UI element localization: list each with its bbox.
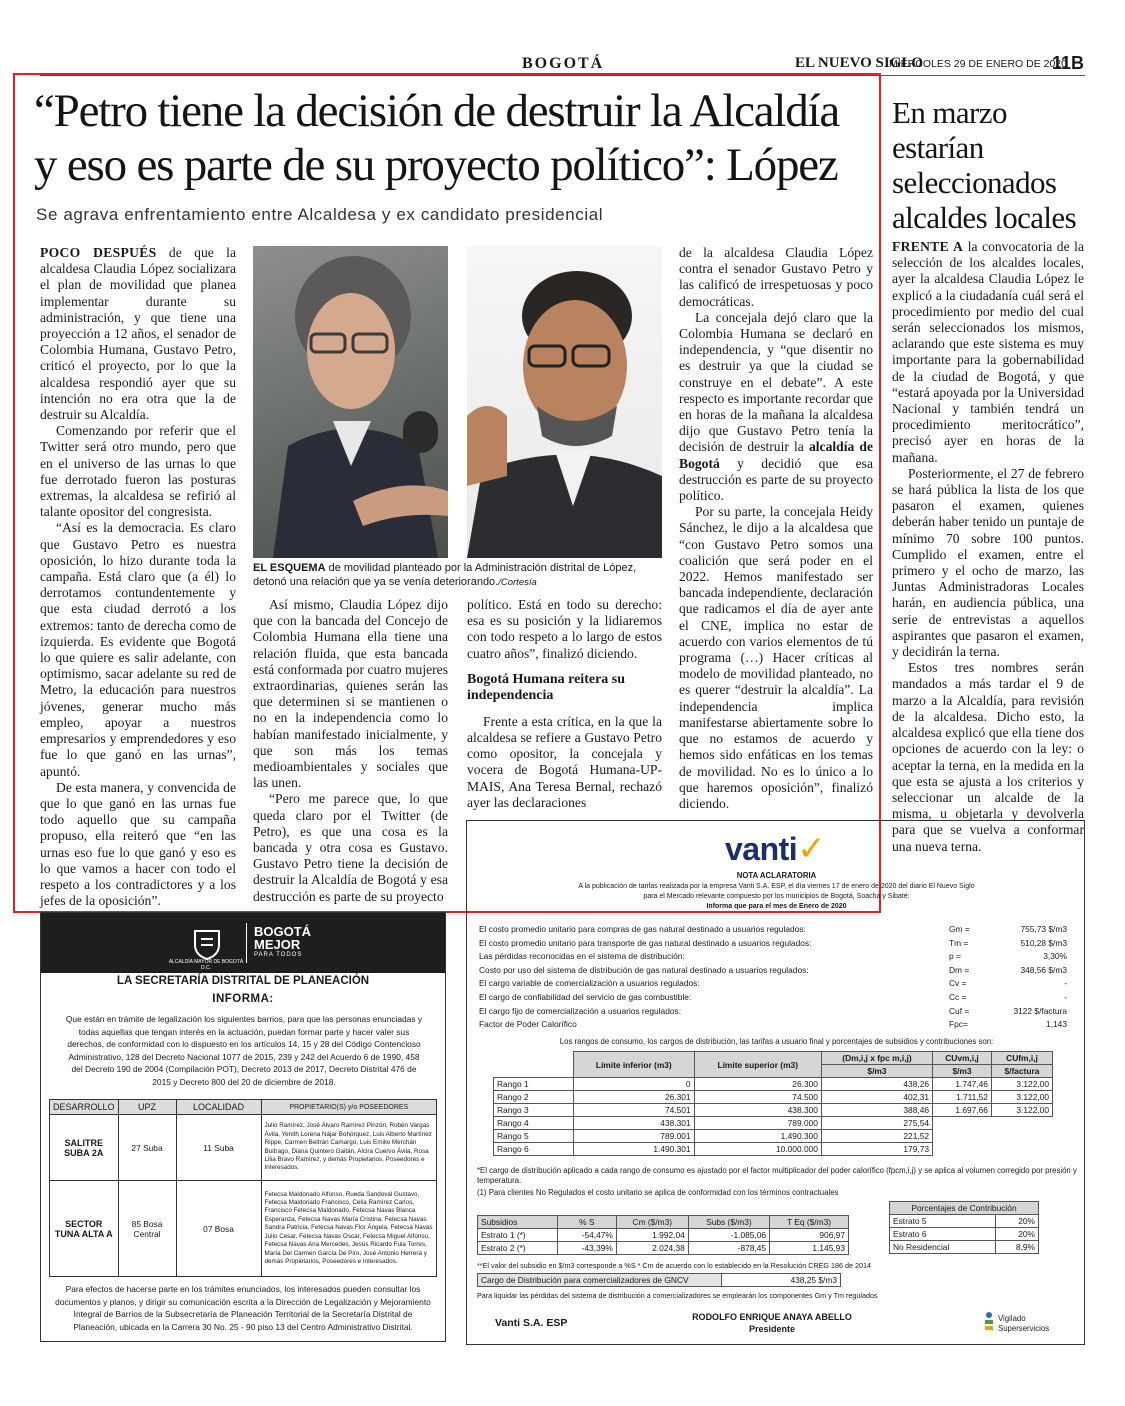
article-paragraph: político. Está en todo su derecho: esa es su posición y la lidiaremos con todo respeto a lo largo de estos cuatro años”, finalizó diciendo. (467, 597, 662, 661)
article-paragraph: de la alcaldesa Claudia López contra el senador Gustavo Petro y las calificó de irrespetuosas y poco democráticas. (679, 245, 873, 309)
contributions-table: Porcentajes de Contribución Estrato 5 20% Estrato 6 20% No Residencial 8,9% (889, 1201, 1039, 1254)
ranges-table: Límite inferior (m3) Límite superior (m3) (Dm,i,j x fpc m,i,j) CUvm,i,j CUfm,i,j $/m3 $/m3 $/factura Rango 1 0 26.300 438,26 1.747,46 3.122,00 Rango 2 26.301 74.500 402,31 1.711,52 3.122,00 Rango 3 74.501 438.300 388,46 1.697,66 3.122,00 Rango 4 438.301 789.000 275,54 Rango 5 789.001 1.490.300 221,52 Rango 6 1.490.301 10.000.000 179,73 (493, 1051, 1053, 1156)
rate-row (479, 1006, 1079, 1020)
para-todos-text: PARA TODOS (254, 952, 303, 958)
page-number: 11B (1052, 53, 1085, 73)
legalizacion-table (49, 1099, 437, 1277)
article-paragraph: Así mismo, Claudia López dijo que con la bancada del Concejo de Colombia Humana ella tiene una relación fluida, que esta bancada está conformada por cuatro mujeres extraordinarias, quienes serán las que determinen si se mantienen o no en la independencia como lo habían manifestado inicialmente, y que son más los temas medioambientales y sociales que las unen. (253, 597, 448, 791)
planeacion-intro: Que están en trámite de legalización los siguientes barrios, para que las personas enunciadas y todas aquellas que tengan interés en la actuación, puedan formar parte y hacer valer sus derechos, de conformidad con lo dispuesto en los artículos 14, 15 y 28 del Código Contencioso Administrativo, 128 del Decreto Nacional 1077 de 2015, 239 y 242 del Acuerdo 6 de 1990, 458 del Decreto 190 de 2004 (Compilación POT), Decreto 2013 de 2017, Decreto Distrital 476 de 2015 y Decreto 800 del 20 de diciembre de 2018. (65, 1014, 423, 1087)
vanti-ad (466, 820, 1085, 1345)
main-headline-line2: y eso es parte de su proyecto político”: López (34, 139, 838, 191)
vanti-signer: RODOLFO ENRIQUE ANAYA ABELLO (692, 1312, 852, 1322)
table-row: SALITRE SUBA 2A 27 Suba 11 Suba Julio Ramírez, José Álvaro Ramírez Pinzón, Robén Vargas Ávila, Yenith Lorena Nájar Bohórquez, Luis Alberto Martínez Rippe, Carmen Beltrán Camargo, Luis Emilio Merchán Buitrago, Diana Quintero Gaitán, Alcira Cuervo Ávila, Rosa Lilia Bravo Ramírez, y demás Propietarios, Poseedores e Interesados. (50, 1115, 437, 1181)
rate-label: Las pérdidas reconocidas en el sistema de distribución: (479, 951, 685, 962)
issue-date: MIÉRCOLES 29 DE ENERO DE 2020 (889, 58, 1067, 70)
lead-caps: FRENTE A (892, 239, 964, 254)
rate-symbol: Fpc= (949, 1019, 968, 1030)
article-paragraph: Comenzando por referir que el Twitter será otro mundo, pero que en el universo de las urnas lo que fue derrotado fueron las posturas extremas, la alcaldesa se refirió al talante opositor del congresista. (40, 423, 236, 520)
table-row: SECTOR TUNA ALTA A 85 Bosa Central 07 Bosa Fetecsa Maldonado Alfonso, Rueda Sandoval Gustavo, Fetecsa Maldonado Francisco, Celia Ramírez Carlos, Francisco Fetecsa Maldonado, Fetecsa Navas Blanca Esperanza, Fetecsa Navas María Cristina, Fetecsa Navas Sandra Patricia, Fetecsa Navas Flor Ángela, Fetecsa Navas Julio Cesar, Fetecsa Navas Oscar, Fetecsa Miguel Alfonso, Fetecsa Navas Ana Mercedes, Jesús Ricardo Fula Torres, María Del Carmen García De Piro, José Antonio Herrera y demás Propietarios, Poseedores e Interesados. (50, 1181, 437, 1277)
vanti-intro-1: A la publicación de tarifas realizada por la empresa Vanti S.A. ESP, el día viernes 17 de enero de 2020 del diario El Nuevo Siglo (578, 883, 975, 890)
table-row: Rango 2 26.301 74.500 402,31 1.711,52 3.122,00 (494, 1091, 1053, 1104)
rate-label: El costo promedio unitario para transporte de gas natural destinado a usuarios regulados: (479, 937, 812, 948)
rate-symbol: Tm = (949, 937, 969, 948)
table-header-cell: UPZ (118, 1100, 176, 1115)
article-column-3 (467, 597, 662, 811)
rate-value: - (1064, 991, 1067, 1002)
table-row: Rango 3 74.501 438.300 388,46 1.697,66 3.122,00 (494, 1104, 1053, 1117)
rate-row (479, 924, 1079, 938)
rate-label: El cargo fijo de comercialización a usuarios regulados: (479, 1005, 682, 1016)
vanti-intro-3: Informa que para el mes de Enero de 2020 (706, 903, 847, 910)
rate-symbol: p = (949, 951, 961, 962)
table-row: Rango 6 1.490.301 10.000.000 179,73 (494, 1143, 1053, 1156)
person-silhouette-icon (253, 246, 448, 558)
planeacion-title: LA SECRETARÍA DISTRITAL DE PLANEACIÓN (116, 975, 370, 987)
vigilado-icon (982, 1311, 996, 1335)
table-header-cell: Límite superior (m3) (694, 1052, 821, 1078)
rate-symbol: Cuf = (949, 1005, 970, 1016)
planeacion-footer: Para efectos de hacerse parte en los trámites enunciados, los interesados pueden consultar los documentos y planos, y dirigir su comunicación escrita a la Dirección de Legalización y Mejoramiento Integral de Barrios de la Subsecretaría de Planeación Territorial de la Secretaría Distrital de Planeación, ubicada en la Carrera 30 No. 25 - 90 piso 13 del Centro Administrativo Distrital. (55, 1284, 431, 1332)
rate-label: El cargo de confiabilidad del servicio de gas combustible: (479, 991, 692, 1002)
rate-symbol: Dm = (949, 964, 970, 975)
rates-list (479, 924, 1079, 1033)
article-paragraph: POCO DESPUÉS de que la alcaldesa Claudia López socializara el plan de movilidad que planea implementar durante su administración, y que tiene una proyección a 12 años, el senador de Colombia Humana, Gustavo Petro, criticó el proyecto, por lo que la alcaldesa respondió ayer que su intención no era otra que la de destruir su Alcaldía. (40, 245, 236, 423)
planeacion-ad (40, 912, 446, 1342)
main-subheadline: Se agrava enfrentamiento entre Alcaldesa y ex candidato presidencial (36, 205, 604, 224)
check-icon: ✓ (797, 830, 826, 868)
photo-claudia-lopez (253, 246, 448, 558)
photo-credit: /Cortesía (498, 577, 537, 588)
rate-row (479, 938, 1079, 952)
vanti-company: Vanti S.A. ESP (495, 1317, 568, 1329)
alcaldia-text: ALCALDÍA MAYOR DE BOGOTÁ D.C. (168, 959, 244, 971)
article-paragraph: Por su parte, la concejala Heidy Sánchez, le dijo a la alcaldesa que “con Gustavo Petro somos una coalición que será poder en el 2022. Hemos manifestado ser bancada independiente, declaración que radicamos el día de ayer ante el CNE, implica no estar de acuerdo con varios elementos de tú programa (…) Hacer críticas al modelo de movilidad planteado, no es querer “destruir la alcaldía”. La independencia implica manifestarse abiertamente sobre lo que no estamos de acuerdo y hemos sido enfáticas en los temas de movilidad. No es lo único a lo que haremos oposición”, finalizó diciendo. (679, 504, 873, 811)
rate-symbol: Cv = (949, 978, 967, 989)
rate-row (479, 951, 1079, 965)
vanti-signer-role: Presidente (748, 1324, 796, 1334)
table-header-cell: LOCALIDAD (176, 1100, 261, 1115)
table-row: Estrato 6 20% (890, 1228, 1039, 1241)
table-header-cell: CUfm,i,j (991, 1052, 1052, 1065)
rate-value: 1,143 (1046, 1019, 1067, 1030)
table-row: No Residencial 8,9% (890, 1241, 1039, 1254)
rate-row (479, 965, 1079, 979)
article-paragraph: “Pero me parece que, lo que queda claro por el Twitter (de Petro), es que una cosa es la bancada y otra cosa es Gustavo. Gustavo Petro tiene la decisión de destruir la Alcaldía de Bogotá y esa destrucción es parte de su proyecto (253, 791, 448, 904)
vanti-note-4: Para liquidar las pérdidas del sistema de distribución a comercializadores se emplearán los componentes Gm y Tm regulados (477, 1291, 878, 1300)
subsidies-table: Subsidios % S Cm ($/m3) Subs ($/m3) T Eq ($/m3) Estrato 1 (*) -54,47% 1.992,04 -1.085,06 906,97 Estrato 2 (*) -43,39% 2.024,38 -878,45 1.145,93 (477, 1215, 849, 1255)
gnc-table: Cargo de Distribución para comercializadores de GNCV 438,25 $/m3 (477, 1273, 841, 1287)
article-column-4 (679, 245, 873, 812)
rate-label: El costo promedio unitario para compras de gas natural destinado a usuarios regulados: (479, 924, 806, 934)
article-paragraph: De esta manera, y convencida de que lo que ganó en las urnas fue todo aquello que su campaña propuso, ella reiteró que “en las urnas eso fue lo que ganó y eso es lo que vamos a hacer con todo el respeto a los contradictores y a los jefes de la oposición”. (40, 779, 236, 909)
rate-row (479, 992, 1079, 1006)
rate-label: Factor de Poder Calorífico (479, 1019, 577, 1030)
header-rule (40, 75, 1085, 76)
section-subhead: Bogotá Humana reitera su independencia (467, 671, 626, 703)
vanti-note-3: **El valor del subsidio en $/m3 corresponde a %S * Cm de acuerdo con lo establecido en la Resolución CREG 186 de 2014 (477, 1261, 871, 1270)
vanti-logo: vanti✓ (725, 830, 826, 868)
person-silhouette-icon (467, 246, 662, 558)
bogota-mejor-logo: BOGOTÁ MEJOR (254, 924, 312, 952)
table-row: Estrato 1 (*) -54,47% 1.992,04 -1.085,06 906,97 (478, 1229, 849, 1242)
main-headline-line1: “Petro tiene la decisión de destruir la Alcaldía (34, 85, 840, 137)
planeacion-banner (41, 913, 445, 973)
superservicios-label: Superservicios (998, 1324, 1050, 1333)
main-headline (34, 84, 884, 192)
article-paragraph: La concejala dejó claro que la Colombia Humana se declaró en independencia, y “que disentir no es destruir ya que la ciudad se construye en el debate”. A este respecto es importante recordar que en horas de la mañana la alcaldesa dijo que Gustavo Petro tenía la decisión de destruir la alcaldía de Bogotá y decidió que esa destrucción es parte de su proyecto político. (679, 309, 874, 504)
vanti-intro-2: para el Mercado relevante compuesto por los municipios de Bogotá, Soacha y Sibaté: (643, 893, 910, 900)
table-row: Estrato 5 20% (890, 1215, 1039, 1228)
table-row: Rango 5 789.001 1.490.300 221,52 (494, 1130, 1053, 1143)
photo-caption: EL ESQUEMA de movilidad planteado por la Administración distrital de López, detonó una relación que ya se venía deteriorando./Cortesía (253, 562, 637, 588)
article-paragraph: Posteriormente, el 27 de febrero se hará pública la lista de los que pasaron el examen, quienes deberán haber tenido un puntaje de mínimo 70 sobre 100 puntos. Cumplido el examen, entre el primero y el ocho de marzo, las Juntas Administradoras Locales harán, en audiencia pública, una serie de entrevistas a aquellos aspirantes que pasaron el examen, y decidirán la terna. (892, 465, 1084, 660)
article-paragraph: FRENTE A la convocatoria de la selección de los alcaldes locales, ayer la alcaldesa Claudia López le explicó a la ciudadanía cuál será el procedimiento por medio del cual serán seleccionados los mismos, aclarando que este sistema es muy importante para la gobernabilidad de la ciudad de Bogotá, y que “estará apoyada por la Universidad Nacional y también tendrá un procedimiento meritocrático”, precisó ayer en horas de la mañana. (892, 239, 1084, 465)
photo-gustavo-petro (467, 246, 662, 558)
article-paragraph: Estos tres nombres serán mandados a más tardar el 9 de marzo a la Alcaldía, para revisión de la alcaldesa. Dicho esto, la alcaldesa explicó que ella tiene dos opciones de acuerdo con la ley: o aceptar la terna, en la medida en la que esta se ajusta a los criterios y seleccionar un alcalde de la misma, u objetarla y devolverla para que se vuelva a conformar una nueva terna. (892, 660, 1084, 854)
ranges-intro: Los rangos de consumo, los cargos de distribución, las tarifas a usuario final y porcentajes de subsidios y contribuciones son: (559, 1037, 994, 1046)
table-row: Rango 1 0 26.300 438,26 1.747,46 3.122,00 (494, 1078, 1053, 1091)
article-paragraph: “Así es la democracia. Es claro que Gustavo Petro es nuestra oposición, lo hizo durante toda la campaña. Está claro que (a él) lo derrotamos contundentemente y que esta ciudad derrotó a los extremos: tanto de derecha como de izquierda. Es evidente que Bogotá lo que quiere es salir adelante, con optimismo, sacar adelante su red de Metro, la educación para nuestros jóvenes, generar mucho más empleo, apoyar a nuestros empresarios y emprendedores y eso fue lo que ganó en las urnas”, apuntó. (40, 520, 236, 779)
rate-symbol: Cc = (949, 991, 967, 1002)
section-label: BOGOTÁ (522, 55, 605, 72)
paper-name: EL NUEVO SIGLO (795, 55, 924, 71)
rate-value: - (1064, 978, 1067, 989)
rate-value: 3,30% (1043, 951, 1067, 962)
lead-caps: POCO DESPUÉS (40, 245, 157, 260)
rate-value: 348,56 $/m3 (1020, 964, 1067, 975)
side-headline: En marzo estarían seleccionados alcaldes locales (892, 95, 1077, 235)
table-header-cell: Límite inferior (m3) (574, 1052, 695, 1078)
rate-label: El cargo variable de comercialización a usuarios regulados: (479, 978, 700, 989)
table-header-cell: (Dm,i,j x fpc m,i,j) (821, 1052, 932, 1065)
table-header-row (50, 1100, 437, 1115)
rate-value: 755,73 $/m3 (1020, 924, 1067, 934)
side-article-body (892, 239, 1084, 855)
table-header-cell: DESARROLLO (50, 1100, 119, 1115)
table-row: Estrato 2 (*) -43,39% 2.024,38 -878,45 1.145,93 (478, 1242, 849, 1255)
table-row: Rango 4 438.301 789.000 275,54 (494, 1117, 1053, 1130)
article-column-1 (40, 245, 236, 909)
rate-symbol: Gm = (949, 924, 970, 934)
article-paragraph: Frente a esta crítica, en la que la alcaldesa se refiere a Gustavo Petro como opositor, la concejala y vocera de Bogotá Humana-UP-MAIS, Ana Teresa Bernal, rechazó ayer las declaraciones (467, 713, 662, 810)
table-header-cell: PROPIETARIO(S) y/o POSEEDORES (261, 1100, 436, 1115)
rate-row (479, 978, 1079, 992)
planeacion-subtitle: INFORMA: (212, 993, 274, 1005)
vanti-note-1: *El cargo de distribución aplicado a cada rango de consumo es ajustado por el factor multiplicador del poder calorífico (fpcm,i,j) y se aplica al volumen corregido por presión y temperatura. (477, 1166, 1077, 1185)
article-column-2 (253, 597, 448, 905)
vanti-title: NOTA ACLARATORIA (736, 871, 817, 880)
rate-value: 3122 $/factura (1013, 1005, 1067, 1016)
rate-label: Costo por uso del sistema de distribución de gas natural destinado a usuarios regulados: (479, 964, 809, 975)
vigilado-label: Vigilado (998, 1314, 1026, 1323)
city-seal-icon (189, 925, 225, 961)
vanti-note-2: (1) Para clientes No Regulados el costo unitario se aplica de conformidad con los términos contractuales (477, 1188, 839, 1197)
rate-row (479, 1019, 1079, 1033)
rate-value: 510,28 $/m3 (1020, 937, 1067, 948)
table-header-cell: CUvm,i,j (933, 1052, 992, 1065)
